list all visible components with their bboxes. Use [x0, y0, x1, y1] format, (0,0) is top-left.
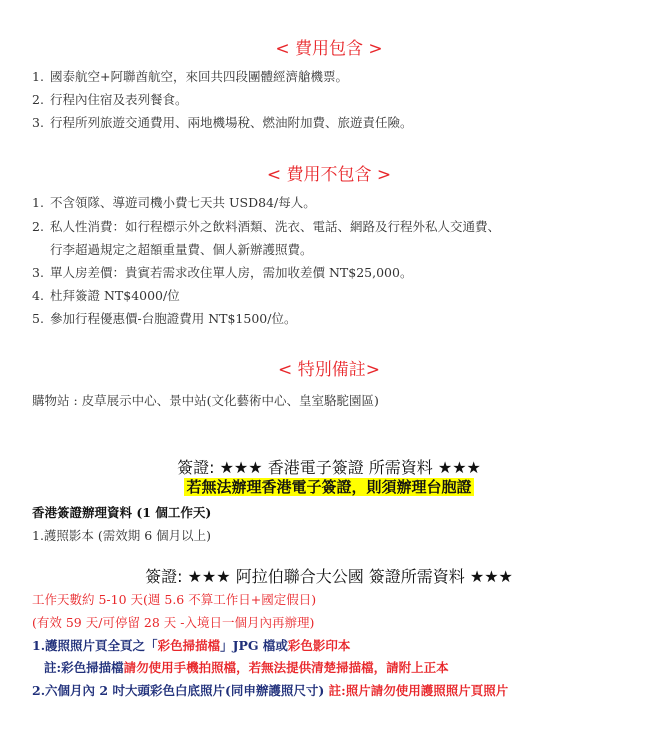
hk-visa-title: 簽證: ★★★ 香港電子簽證 所需資料 ★★★ — [177, 458, 481, 477]
included-item-1 — [32, 67, 348, 85]
section-title-included: < 費用包含 > — [275, 39, 383, 59]
uae-visa-title: 簽證: ★★★ 阿拉伯聯合大公國 簽證所需資料 ★★★ — [145, 567, 513, 586]
item-text: 」JPG 檔或 — [220, 638, 288, 653]
item-note: 註:照片請勿使用護照照片頁照片 — [328, 683, 509, 698]
section-title-excluded: < 費用不包含 > — [266, 165, 392, 185]
item-number: 2. — [32, 219, 44, 234]
hk-visa-highlight-row — [0, 476, 658, 497]
note-text: 請勿使用手機拍照檔，若無法提供清楚掃描檔，請附上正本 — [123, 660, 449, 675]
item-text: 單人房差價：貴賓若需求改住單人房，需加收差價 NT$25,000。 — [50, 265, 413, 280]
item-text: 行程內住宿及表列餐食。 — [50, 92, 188, 107]
uae-visa-note — [44, 658, 449, 676]
excluded-item-2 — [32, 217, 500, 235]
excluded-item-2-continued — [50, 240, 313, 258]
uae-visa-workdays: 工作天數約 5-10 天(週 5.6 不算工作日+國定假日) — [32, 592, 317, 607]
uae-visa-item-1 — [32, 636, 350, 654]
hk-visa-subtitle: 香港簽證辦理資料 (1 個工作天) — [32, 505, 212, 520]
item-emphasis: 彩色掃描檔 — [157, 638, 221, 653]
item-text: 不含領隊、導遊司機小費七天共 USD84/每人。 — [50, 195, 316, 210]
included-item-3 — [32, 113, 413, 131]
uae-visa-item-2 — [32, 681, 508, 699]
item-number: 4. — [32, 288, 44, 303]
included-item-2 — [32, 90, 188, 108]
excluded-item-5 — [32, 309, 296, 327]
excluded-item-3 — [32, 263, 412, 281]
item-emphasis: 彩色影印本 — [287, 638, 351, 653]
item-text: 參加行程優惠價-台胞證費用 NT$1500/位。 — [50, 311, 297, 326]
item-number: 1. — [32, 69, 44, 84]
item-number: 5. — [32, 311, 44, 326]
hk-visa-highlight: 若無法辦理香港電子簽證，則須辦理台胞證 — [186, 478, 472, 496]
item-text: 行程所列旅遊交通費用、兩地機場稅、燃油附加費、旅遊責任險。 — [50, 115, 413, 130]
shopping-stops: 購物站 : 皮草展示中心、景中站(文化藝術中心、皇室駱駝園區) — [32, 393, 379, 408]
item-number: 3. — [32, 265, 44, 280]
item-text: 國泰航空+阿聯酋航空，來回共四段團體經濟艙機票。 — [50, 69, 348, 84]
excluded-item-1 — [32, 193, 316, 211]
item-text: 2.六個月內 2 吋大頭彩色白底照片(同申辦護照尺寸) — [32, 683, 329, 698]
section-title-remarks: < 特別備註> — [278, 360, 380, 380]
note-label: 註:彩色掃描檔 — [44, 660, 124, 675]
item-text: 行李超過規定之超額重量費、個人新辦護照費。 — [50, 242, 313, 257]
item-text: 1.護照照片頁全頁之「 — [32, 638, 158, 653]
hk-visa-item-1: 1.護照影本 (需效期 6 個月以上) — [32, 528, 212, 543]
item-number: 3. — [32, 115, 44, 130]
item-number: 2. — [32, 92, 44, 107]
item-number: 1. — [32, 195, 44, 210]
item-text: 杜拜簽證 NT$4000/位 — [50, 288, 180, 303]
uae-visa-validity: (有效 59 天/可停留 28 天 -入境日一個月內再辦理) — [32, 615, 315, 630]
excluded-item-4 — [32, 286, 180, 304]
item-text: 私人性消費：如行程標示外之飲料酒類、洗衣、電話、網路及行程外私人交通費、 — [50, 219, 501, 234]
